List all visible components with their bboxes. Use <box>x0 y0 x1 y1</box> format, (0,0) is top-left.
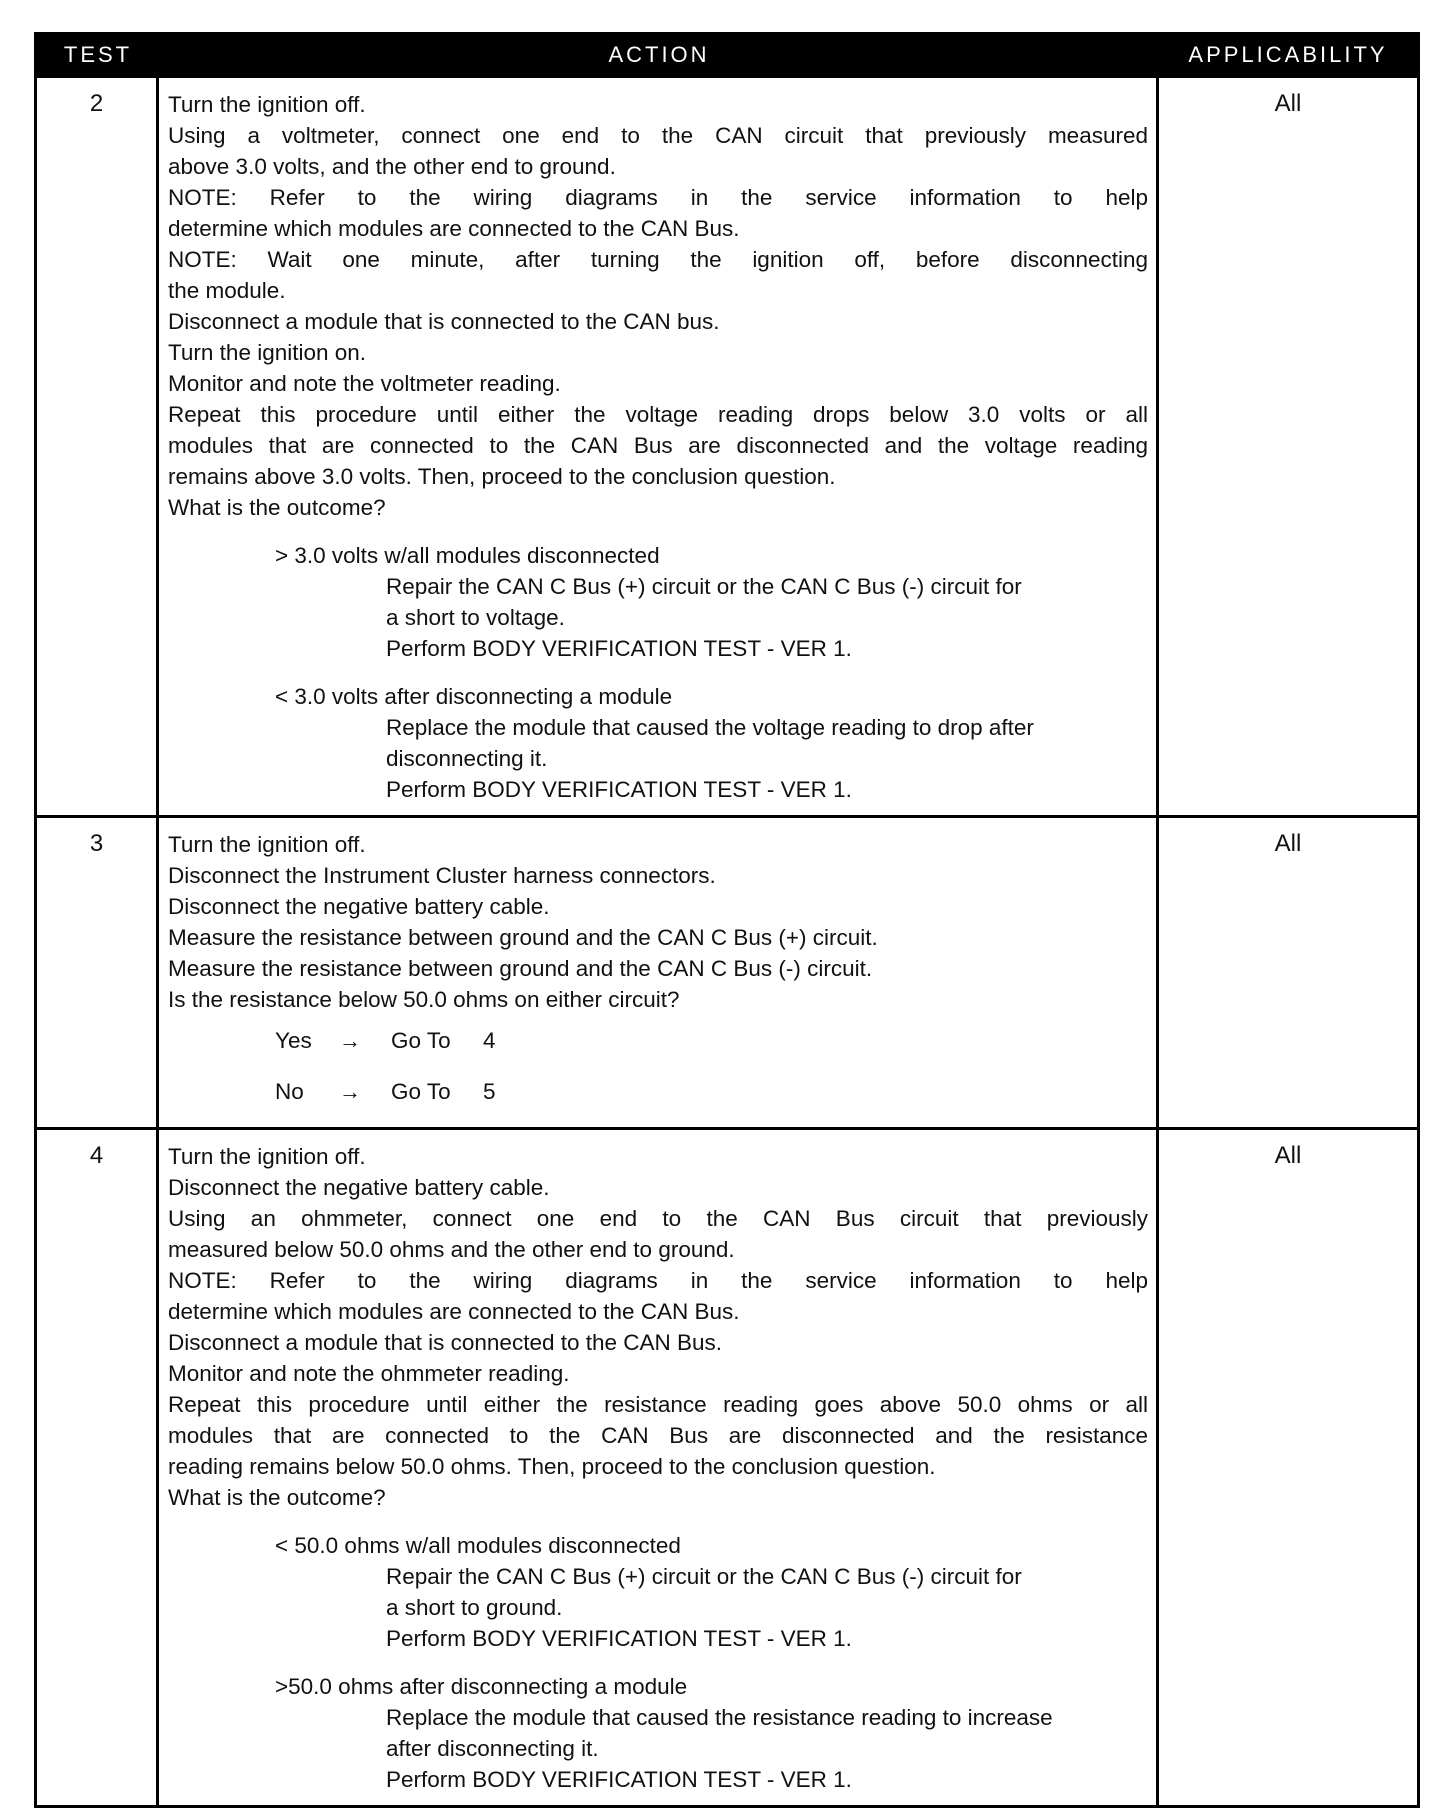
outcome-result-line: Perform BODY VERIFICATION TEST - VER 1. <box>386 1626 852 1651</box>
action-line: measured below 50.0 ohms and the other end to ground. <box>168 1237 735 1262</box>
action-cell <box>159 78 1159 815</box>
outcome-result-line: a short to voltage. <box>386 605 565 630</box>
outcome-result-line: Replace the module that caused the voltage reading to drop after <box>386 715 1034 740</box>
action-line: Measure the resistance between ground and the CAN C Bus (-) circuit. <box>168 956 873 981</box>
action-line: Turn the ignition off. <box>168 92 366 117</box>
action-line: Using an ohmmeter, connect one end to the CAN Bus circuit that previously <box>168 1206 1148 1231</box>
outcome-condition: > 3.0 volts w/all modules disconnected <box>275 543 660 568</box>
action-line: Disconnect a module that is connected to the CAN Bus. <box>168 1330 723 1355</box>
action-line: Is the resistance below 50.0 ohms on either circuit? <box>168 987 680 1012</box>
action-line: Disconnect a module that is connected to the CAN bus. <box>168 309 720 334</box>
outcome-block <box>168 681 1148 805</box>
test-number: 2 <box>37 78 159 815</box>
action-line: Disconnect the Instrument Cluster harness connectors. <box>168 863 716 888</box>
outcome-result-line: Perform BODY VERIFICATION TEST - VER 1. <box>386 636 852 661</box>
action-line: What is the outcome? <box>168 1485 386 1510</box>
test-number: 4 <box>37 1130 159 1805</box>
action-line: What is the outcome? <box>168 495 386 520</box>
action-line: remains above 3.0 volts. Then, proceed to the conclusion question. <box>168 464 836 489</box>
applicability-cell: All <box>1274 90 1302 117</box>
action-line: NOTE: Wait one minute, after turning the ignition off, before disconnecting <box>168 247 1148 272</box>
action-line: modules that are connected to the CAN Bus are disconnected and the voltage reading <box>168 433 1148 458</box>
arrow-right-icon: → <box>339 1028 361 1053</box>
outcome-result-line: Repair the CAN C Bus (+) circuit or the CAN C Bus (-) circuit for <box>386 574 1022 599</box>
action-cell <box>159 818 1159 1127</box>
action-cell <box>159 1130 1159 1805</box>
header-applicability: APPLICABILITY <box>1188 42 1388 67</box>
goto-answer: No <box>275 1079 304 1104</box>
action-line: the module. <box>168 278 286 303</box>
action-line: NOTE: Refer to the wiring diagrams in the service information to help <box>168 185 1148 210</box>
action-line: NOTE: Refer to the wiring diagrams in the service information to help <box>168 1268 1148 1293</box>
outcome-condition: < 50.0 ohms w/all modules disconnected <box>275 1533 681 1558</box>
action-line: Turn the ignition on. <box>168 340 367 365</box>
goto-step: 4 <box>483 1028 496 1053</box>
action-line: Monitor and note the ohmmeter reading. <box>168 1361 570 1386</box>
outcome-condition: >50.0 ohms after disconnecting a module <box>275 1674 688 1699</box>
outcome-condition: < 3.0 volts after disconnecting a module <box>275 684 673 709</box>
test-row-3 <box>37 815 1417 1127</box>
action-line: above 3.0 volts, and the other end to ground. <box>168 154 616 179</box>
outcome-block <box>168 540 1148 664</box>
test-row-4 <box>37 1127 1417 1805</box>
action-line: Repeat this procedure until either the voltage reading drops below 3.0 volts or all <box>168 402 1148 427</box>
table-header <box>37 35 1417 75</box>
action-line: Turn the ignition off. <box>168 1144 366 1169</box>
arrow-right-icon: → <box>339 1079 361 1104</box>
outcome-block <box>168 1530 1148 1654</box>
outcome-result-line: after disconnecting it. <box>386 1736 599 1761</box>
action-line: Disconnect the negative battery cable. <box>168 894 550 919</box>
action-line: Turn the ignition off. <box>168 832 366 857</box>
outcome-result-line: Perform BODY VERIFICATION TEST - VER 1. <box>386 777 852 802</box>
goto-option-no[interactable] <box>168 1066 1148 1117</box>
outcome-result-line: Repair the CAN C Bus (+) circuit or the CAN C Bus (-) circuit for <box>386 1564 1022 1589</box>
action-line: Measure the resistance between ground and the CAN C Bus (+) circuit. <box>168 925 878 950</box>
action-line: determine which modules are connected to the CAN Bus. <box>168 1299 740 1324</box>
applicability-cell: All <box>1274 1142 1302 1169</box>
outcome-result-line: Perform BODY VERIFICATION TEST - VER 1. <box>386 1767 852 1792</box>
action-line: modules that are connected to the CAN Bus are disconnected and the resistance <box>168 1423 1148 1448</box>
test-row-2 <box>37 75 1417 815</box>
header-test: TEST <box>63 42 133 67</box>
action-line: Using a voltmeter, connect one end to the CAN circuit that previously measured <box>168 123 1148 148</box>
goto-option-yes[interactable] <box>168 1015 1148 1066</box>
action-line: Disconnect the negative battery cable. <box>168 1175 550 1200</box>
test-number: 3 <box>37 818 159 1127</box>
diagnostic-test-table <box>34 32 1420 1808</box>
action-line: reading remains below 50.0 ohms. Then, proceed to the conclusion question. <box>168 1454 936 1479</box>
goto-label: Go To <box>391 1028 451 1053</box>
action-line: Repeat this procedure until either the resistance reading goes above 50.0 ohms or all <box>168 1392 1148 1417</box>
outcome-block <box>168 1671 1148 1795</box>
goto-answer: Yes <box>275 1028 312 1053</box>
outcome-result-line: Replace the module that caused the resistance reading to increase <box>386 1705 1053 1730</box>
header-action: ACTION <box>608 42 710 67</box>
action-line: Monitor and note the voltmeter reading. <box>168 371 561 396</box>
outcome-result-line: a short to ground. <box>386 1595 563 1620</box>
outcome-result-line: disconnecting it. <box>386 746 548 771</box>
goto-step: 5 <box>483 1079 496 1104</box>
action-line: determine which modules are connected to the CAN Bus. <box>168 216 740 241</box>
applicability-cell: All <box>1274 830 1302 857</box>
goto-label: Go To <box>391 1079 451 1104</box>
